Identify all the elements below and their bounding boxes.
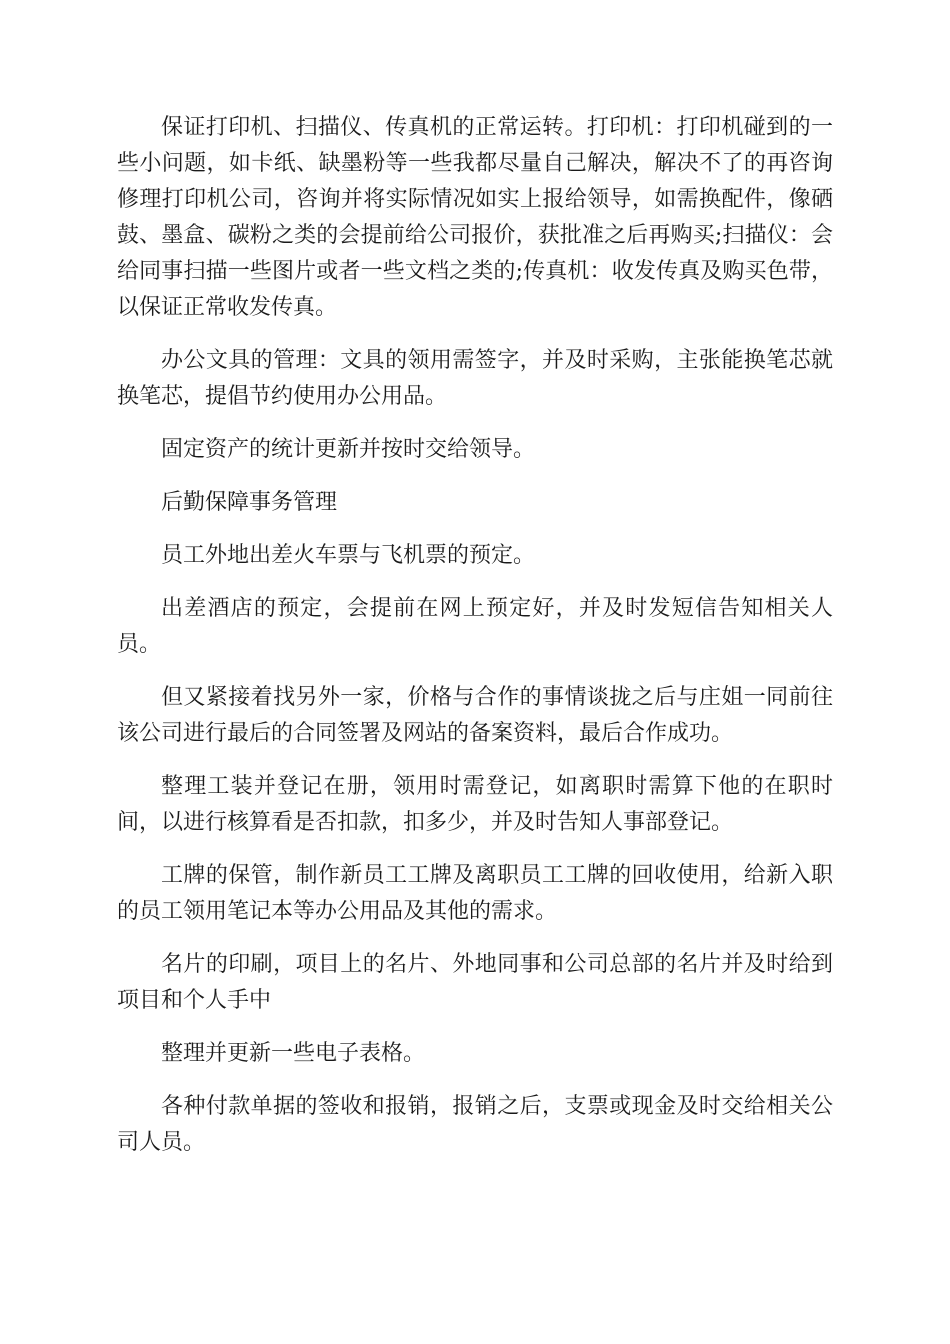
paragraph: 保证打印机、扫描仪、传真机的正常运转。打印机：打印机碰到的一些小问题，如卡纸、缺墨粉等一些我都尽量自己解决，解决不了的再咨询修理打印机公司，咨询并将实际情况如实上报给领导，如需换配件，像硒鼓、墨盒、碳粉之类的会提前给公司报价，获批准之后再购买;扫描仪：会给同事扫描一些图片或者一些文档之类的;传真机：收发传真及购买色带，以保证正常收发传真。 xyxy=(117,115,833,320)
paragraph: 办公文具的管理：文具的领用需签字，并及时采购，主张能换笔芯就换笔芯，提倡节约使用办公用品。 xyxy=(117,348,833,409)
paragraph: 员工外地出差火车票与飞机票的预定。 xyxy=(161,543,536,568)
paragraph: 但又紧接着找另外一家，价格与合作的事情谈拢之后与庄姐一同前往该公司进行最后的合同签署及网站的备案资料，最后合作成功。 xyxy=(117,685,833,746)
paragraph: 名片的印刷，项目上的名片、外地同事和公司总部的名片并及时给到项目和个人手中 xyxy=(117,952,833,1013)
document-body xyxy=(117,110,833,1178)
paragraph: 整理工装并登记在册，领用时需登记，如离职时需算下他的在职时间，以进行核算看是否扣款，扣多少，并及时告知人事部登记。 xyxy=(117,774,833,835)
paragraph: 固定资产的统计更新并按时交给领导。 xyxy=(161,437,536,462)
section-heading: 后勤保障事务管理 xyxy=(161,490,338,515)
paragraph: 工牌的保管，制作新员工工牌及离职员工工牌的回收使用，给新入职的员工领用笔记本等办公用品及其他的需求。 xyxy=(117,863,833,924)
paragraph: 出差酒店的预定，会提前在网上预定好，并及时发短信告知相关人员。 xyxy=(117,596,833,657)
paragraph: 各种付款单据的签收和报销，报销之后，支票或现金及时交给相关公司人员。 xyxy=(117,1094,833,1155)
paragraph: 整理并更新一些电子表格。 xyxy=(161,1041,426,1066)
